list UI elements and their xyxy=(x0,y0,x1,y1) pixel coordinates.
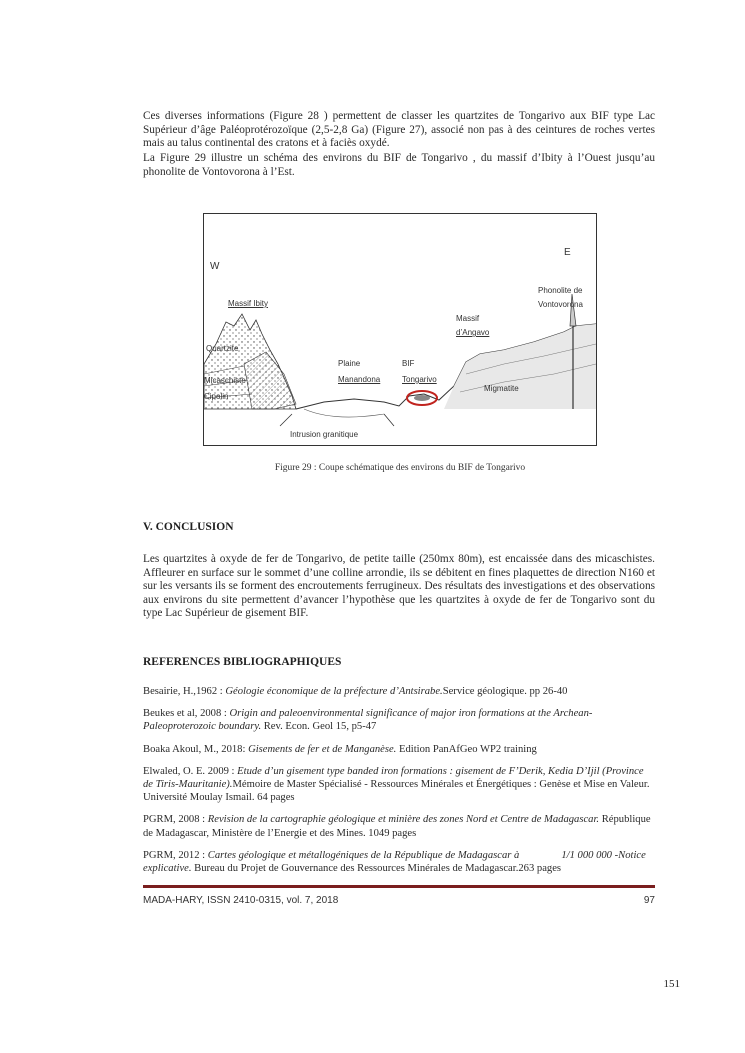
page-number: 151 xyxy=(663,978,680,990)
reference-item: PGRM, 2008 : Revision de la cartographie géologique et minière des zones Nord et Centre de Madagascar. République de Madagascar, Ministère de l’Energie et des Mines. 1049 pages xyxy=(143,814,651,839)
label-massif: Massif xyxy=(456,314,480,323)
label-bif: BIF xyxy=(402,359,415,368)
label-intrusion: Intrusion granitique xyxy=(290,430,359,439)
label-angavo: d’Angavo xyxy=(456,328,490,337)
quartzite-flank xyxy=(244,352,296,409)
label-cipolin: Cipolin xyxy=(204,392,229,401)
journal-page-number: 97 xyxy=(643,895,655,906)
label-plaine: Plaine xyxy=(338,359,361,368)
figure-29-cross-section xyxy=(203,213,597,446)
label-vontovorona: Vontovorona xyxy=(538,300,583,309)
reference-item: Elwaled, O. E. 2009 : Etude d’un gisement type banded iron formations : gisement de F’Derik, Kedia D’Ijil (Province de Tiris-Mauritanie).Mémoire de Master Spécialisé - Ressources Minérales et Énergétiques : Genèse et Mise en Valeur. Université Moulay Ismail. 64 pages xyxy=(143,765,650,804)
footer-divider xyxy=(143,885,655,888)
label-tongarivo: Tongarivo xyxy=(402,375,437,384)
label-manandona: Manandona xyxy=(338,375,381,384)
intro-paragraph-2: La Figure 29 illustre un schéma des environs du BIF de Tongarivo , du massif d’Ibity à l’Ouest jusqu’au phonolite de Vontovorona à l’Est. xyxy=(143,152,655,178)
conclusion-paragraph: Les quartzites à oxyde de fer de Tongarivo, de petite taille (250mx 80m), est encaissée dans des micaschistes. Affleurer en surface sur le sommet d’une colline arrondie, ils se débitent en fines plaquettes de direction N160 et sur les versants ils se forment des encroutements ferrugineux. Des résultats des investigations et des observations aux environs du site permettent d’avancer l’hypothèse que les quartzites à oxyde de fer de Tongarivo sont du type Lac Supérieur de gisement BIF. xyxy=(143,553,655,619)
reference-item: PGRM, 2012 : Cartes géologique et métallogéniques de la République de Madagascar à 1/1 000 000 -Notice explicative. Bureau du Projet de Gouvernance des Ressources Minérales de Madagascar.263 pages xyxy=(143,849,646,875)
conclusion-heading: V. CONCLUSION xyxy=(143,521,234,533)
reference-item: Besairie, H.,1962 : Géologie économique de la préfecture d’Antsirabe.Service géologique. pp 26-40 xyxy=(143,686,568,697)
phonolite-dyke xyxy=(570,294,576,326)
reference-item: Beukes et al, 2008 : Origin and paleoenvironmental significance of major iron formations at the Archean-Paleoproterozoic boundary. Rev. Econ. Geol 15, p5-47 xyxy=(143,708,593,733)
label-phonolite: Phonolite de xyxy=(538,286,583,295)
intro-paragraph-1: Ces diverses informations (Figure 28 ) permettent de classer les quartzites de Tongarivo aux BIF type Lac Supérieur d’âge Paléoprotérozoïque (2,5-2,8 Ga) (Figure 27), associé non pas à des ceintures de roches vertes mais au talus continental des cratons et à faciès oxydé. xyxy=(143,110,655,149)
label-west: W xyxy=(210,261,220,272)
label-migmatite: Migmatite xyxy=(484,384,519,393)
cross-section-drawing xyxy=(204,214,596,445)
label-micaschiste: Micaschiste xyxy=(204,376,246,385)
label-quartzite: Quartzite xyxy=(206,344,239,353)
reference-item: Boaka Akoul, M., 2018: Gisements de fer et de Manganèse. Edition PanAfGeo WP2 training xyxy=(143,743,537,755)
figure-caption: Figure 29 : Coupe schématique des environs du BIF de Tongarivo xyxy=(274,463,526,473)
references-heading: REFERENCES BIBLIOGRAPHIQUES xyxy=(143,656,342,668)
journal-footer: MADA-HARY, ISSN 2410-0315, vol. 7, 2018 xyxy=(143,895,339,906)
label-massif-ibity: Massif Ibity xyxy=(228,299,269,308)
references-list xyxy=(143,685,655,884)
label-east: E xyxy=(564,247,571,258)
